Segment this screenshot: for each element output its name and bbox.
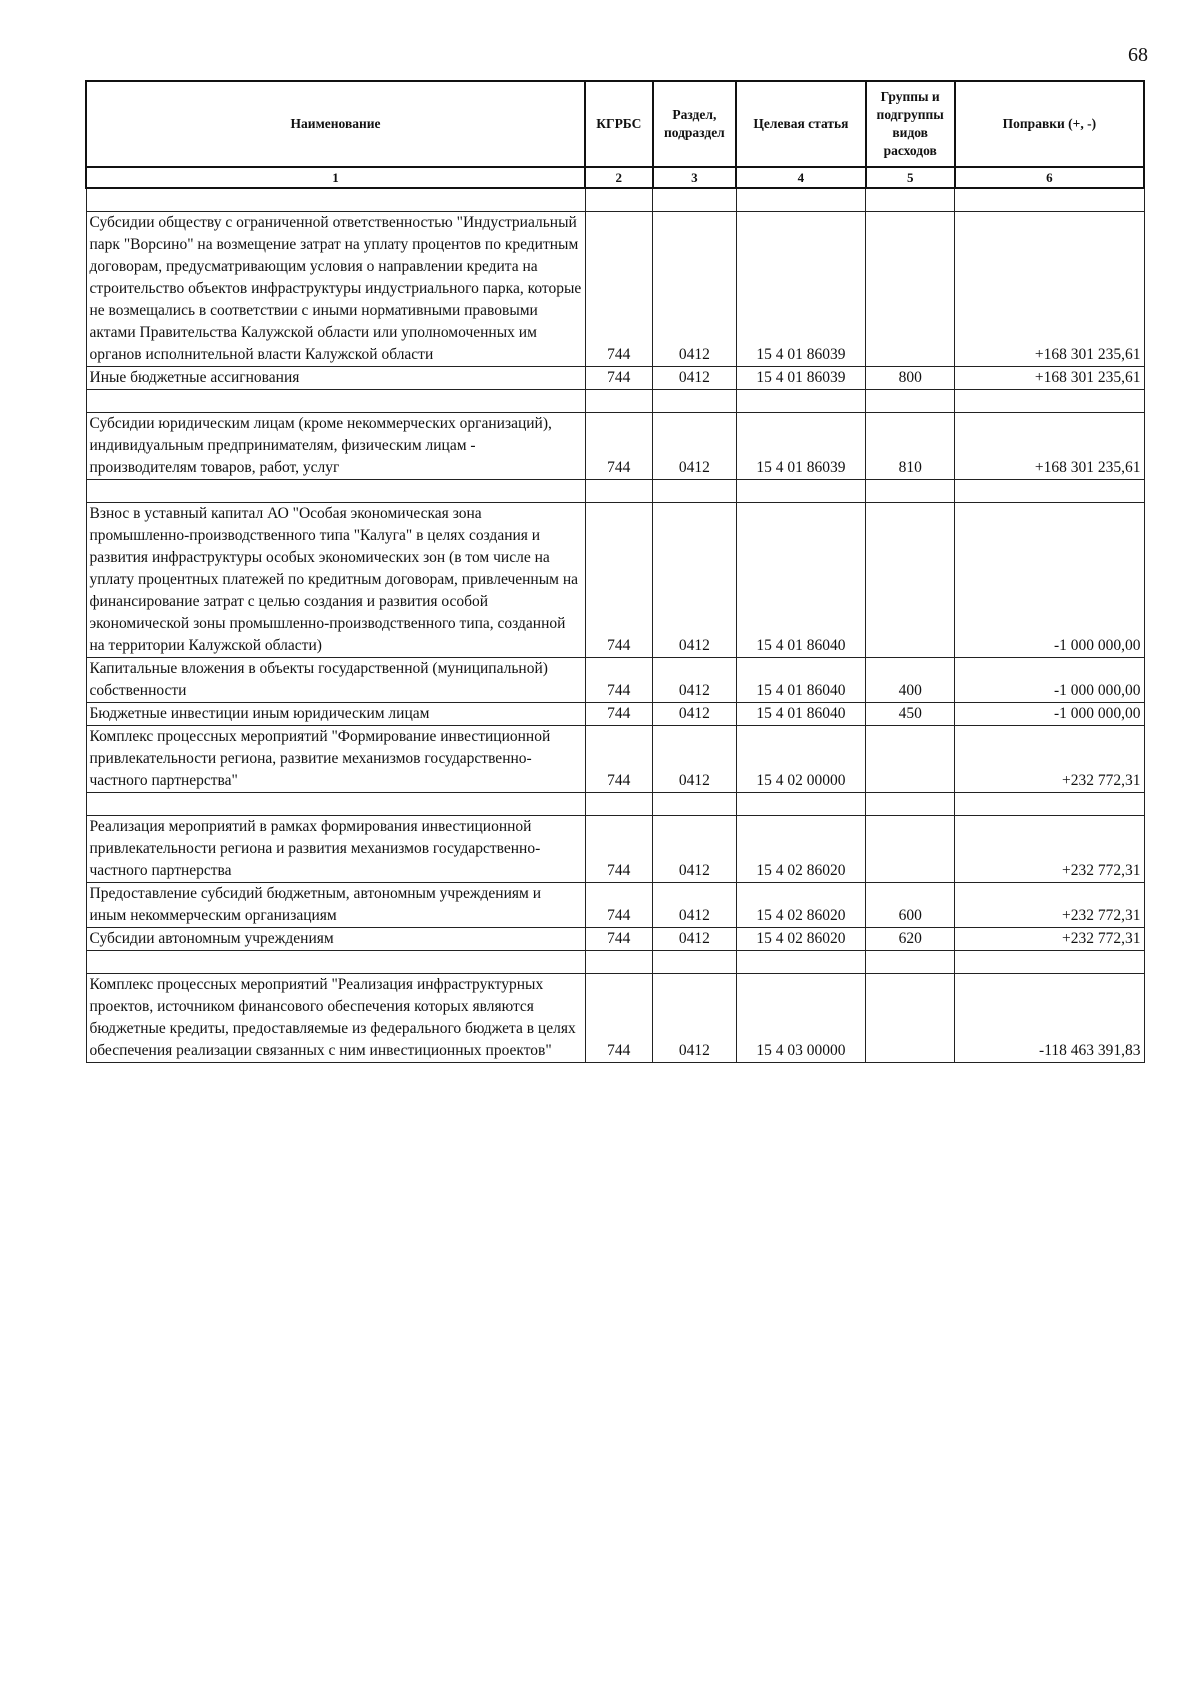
row-amount: +232 772,31 xyxy=(955,928,1144,951)
page-number: 68 xyxy=(1128,44,1148,66)
row-amount: +168 301 235,61 xyxy=(955,212,1144,367)
row-group: 450 xyxy=(866,703,955,726)
row-section: 0412 xyxy=(653,816,737,883)
table-row xyxy=(86,726,1144,793)
table-row xyxy=(86,974,1144,1063)
row-name: Реализация мероприятий в рамках формирования инвестиционной привлекательности региона и развития механизмов государственно-частного партнерства xyxy=(86,816,585,883)
row-target: 15 4 03 00000 xyxy=(736,974,865,1063)
row-name: Субсидии автономным учреждениям xyxy=(86,928,585,951)
header-kgrbs: КГРБС xyxy=(585,81,652,167)
row-target: 15 4 02 86020 xyxy=(736,883,865,928)
row-kgrbs: 744 xyxy=(585,816,652,883)
row-amount: -1 000 000,00 xyxy=(955,658,1144,703)
row-section: 0412 xyxy=(653,367,737,390)
row-section: 0412 xyxy=(653,658,737,703)
header-section: Раздел, подраздел xyxy=(653,81,737,167)
row-section: 0412 xyxy=(653,726,737,793)
table-header-row xyxy=(86,81,1144,167)
table-row xyxy=(86,883,1144,928)
row-name: Субсидии юридическим лицам (кроме некоммерческих организаций), индивидуальным предпринимателям, физическим лицам - производителям товаров, работ, услуг xyxy=(86,413,585,480)
header-name: Наименование xyxy=(86,81,585,167)
table-spacer-row xyxy=(86,480,1144,503)
row-group: 620 xyxy=(866,928,955,951)
budget-table xyxy=(85,80,1145,1063)
row-amount: +168 301 235,61 xyxy=(955,413,1144,480)
row-group: 810 xyxy=(866,413,955,480)
row-name: Предоставление субсидий бюджетным, автономным учреждениям и иным некоммерческим организациям xyxy=(86,883,585,928)
table-row xyxy=(86,928,1144,951)
row-target: 15 4 02 00000 xyxy=(736,726,865,793)
row-target: 15 4 01 86040 xyxy=(736,658,865,703)
row-name: Иные бюджетные ассигнования xyxy=(86,367,585,390)
row-group xyxy=(866,974,955,1063)
row-name: Взнос в уставный капитал АО "Особая экономическая зона промышленно-производственного типа "Калуга" в целях создания и развития инфраструктуры особых экономических зон (в том числе на уплату процентных платежей по кредитным договорам, привлеченным на финансирование затрат с целью создания и развития особой экономической зоны промышленно-производственного типа, созданной на территории Калужской области) xyxy=(86,503,585,658)
row-target: 15 4 01 86040 xyxy=(736,503,865,658)
row-kgrbs: 744 xyxy=(585,413,652,480)
header-groups: Группы и подгруппы видов расходов xyxy=(866,81,955,167)
row-section: 0412 xyxy=(653,703,737,726)
row-group: 600 xyxy=(866,883,955,928)
row-target: 15 4 01 86039 xyxy=(736,212,865,367)
row-group xyxy=(866,212,955,367)
row-amount: +232 772,31 xyxy=(955,726,1144,793)
row-section: 0412 xyxy=(653,503,737,658)
table-row xyxy=(86,367,1144,390)
row-group xyxy=(866,816,955,883)
column-number: 2 xyxy=(585,167,652,188)
row-name: Капитальные вложения в объекты государственной (муниципальной) собственности xyxy=(86,658,585,703)
table-spacer-row xyxy=(86,188,1144,212)
column-number: 1 xyxy=(86,167,585,188)
table-row xyxy=(86,703,1144,726)
row-section: 0412 xyxy=(653,974,737,1063)
row-section: 0412 xyxy=(653,413,737,480)
row-kgrbs: 744 xyxy=(585,928,652,951)
header-amendments: Поправки (+, -) xyxy=(955,81,1144,167)
row-group: 800 xyxy=(866,367,955,390)
row-group xyxy=(866,726,955,793)
row-group: 400 xyxy=(866,658,955,703)
row-name: Бюджетные инвестиции иным юридическим лицам xyxy=(86,703,585,726)
row-target: 15 4 01 86040 xyxy=(736,703,865,726)
row-target: 15 4 02 86020 xyxy=(736,816,865,883)
row-name: Комплекс процессных мероприятий "Реализация инфраструктурных проектов, источником финансового обеспечения которых являются бюджетные кредиты, предоставляемые из федерального бюджета в целях обеспечения реализации связанных с ним инвестиционных проектов" xyxy=(86,974,585,1063)
row-kgrbs: 744 xyxy=(585,367,652,390)
row-target: 15 4 01 86039 xyxy=(736,413,865,480)
column-number: 6 xyxy=(955,167,1144,188)
row-name: Субсидии обществу с ограниченной ответственностью "Индустриальный парк "Ворсино" на возмещение затрат на уплату процентов по кредитным договорам, предусматривающим условия о направлении кредита на строительство объектов инфраструктуры индустриального парка, которые не возмещались в соответствии с иными нормативными правовыми актами Правительства Калужской области или уполномоченных им органов исполнительной власти Калужской области xyxy=(86,212,585,367)
table-row xyxy=(86,212,1144,367)
row-amount: -118 463 391,83 xyxy=(955,974,1144,1063)
row-amount: -1 000 000,00 xyxy=(955,503,1144,658)
row-amount: -1 000 000,00 xyxy=(955,703,1144,726)
row-kgrbs: 744 xyxy=(585,212,652,367)
table-spacer-row xyxy=(86,951,1144,974)
row-section: 0412 xyxy=(653,212,737,367)
row-amount: +232 772,31 xyxy=(955,883,1144,928)
row-kgrbs: 744 xyxy=(585,503,652,658)
row-kgrbs: 744 xyxy=(585,726,652,793)
column-number: 4 xyxy=(736,167,865,188)
row-kgrbs: 744 xyxy=(585,974,652,1063)
header-target: Целевая статья xyxy=(736,81,865,167)
row-kgrbs: 744 xyxy=(585,658,652,703)
table-row xyxy=(86,816,1144,883)
table-row xyxy=(86,503,1144,658)
row-kgrbs: 744 xyxy=(585,883,652,928)
row-target: 15 4 02 86020 xyxy=(736,928,865,951)
row-kgrbs: 744 xyxy=(585,703,652,726)
column-number: 5 xyxy=(866,167,955,188)
table-row xyxy=(86,658,1144,703)
row-amount: +232 772,31 xyxy=(955,816,1144,883)
column-number-row xyxy=(86,167,1144,188)
row-group xyxy=(866,503,955,658)
row-section: 0412 xyxy=(653,928,737,951)
table-spacer-row xyxy=(86,793,1144,816)
row-section: 0412 xyxy=(653,883,737,928)
row-name: Комплекс процессных мероприятий "Формирование инвестиционной привлекательности региона, развитие механизмов государственно-частного партнерства" xyxy=(86,726,585,793)
row-amount: +168 301 235,61 xyxy=(955,367,1144,390)
column-number: 3 xyxy=(653,167,737,188)
table-spacer-row xyxy=(86,390,1144,413)
table-row xyxy=(86,413,1144,480)
row-target: 15 4 01 86039 xyxy=(736,367,865,390)
